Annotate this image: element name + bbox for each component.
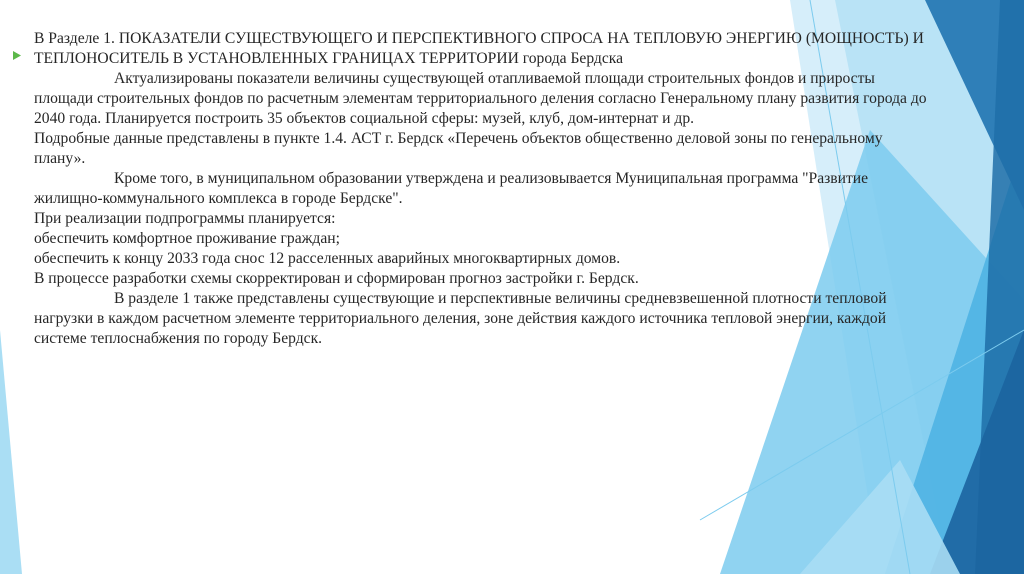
body-paragraph: Актуализированы показатели величины существующей отапливаемой площади строительных фондов и приросты площади строительных фондов по расчетным элементам территориального деления согласно Генеральному плану развития города до 2040 года. Планируется построить 35 объектов социальной сферы: музей, клуб, дом-интернат и др.: [34, 70, 927, 127]
body-paragraph: обеспечить к концу 2033 года снос 12 расселенных аварийных многоквартирных домов.: [34, 250, 621, 267]
body-paragraph: обеспечить комфортное проживание граждан;: [34, 230, 340, 247]
left-edge-strip: [0, 330, 22, 574]
body-paragraph: При реализации подпрограммы планируется:: [34, 210, 336, 227]
body-paragraph: В разделе 1 также представлены существующие и перспективные величины средневзвешенной плотности тепловой нагрузки в каждом расчетном элементе территориального деления, зоне действия каждого источника тепловой энергии, каждой системе теплоснабжения по городу Бердск.: [34, 290, 887, 347]
section-heading-paragraph: В Разделе 1. ПОКАЗАТЕЛИ СУЩЕСТВУЮЩЕГО И ПЕРСПЕКТИВНОГО СПРОСА НА ТЕПЛОВУЮ ЭНЕРГИЮ (МОЩНОСТЬ) И ТЕПЛОНОСИТЕЛЬ В УСТАНОВЛЕННЫХ ГРАНИЦАХ ТЕРРИТОРИИ города Бердска: [34, 30, 924, 67]
bullet-triangle-icon: [13, 51, 21, 60]
body-paragraph: Кроме того, в муниципальном образовании утверждена и реализовывается Муниципальная программа "Развитие жилищно-коммунального комплекса в городе Бердске".: [34, 170, 869, 207]
slide-body-text: [34, 29, 934, 349]
body-paragraph: Подробные данные представлены в пункте 1.4. АСТ г. Бердск «Перечень объектов общественно деловой зоны по генеральному плану».: [34, 130, 883, 167]
body-paragraph: В процессе разработки схемы скорректирован и сформирован прогноз застройки г. Бердск.: [34, 270, 639, 287]
